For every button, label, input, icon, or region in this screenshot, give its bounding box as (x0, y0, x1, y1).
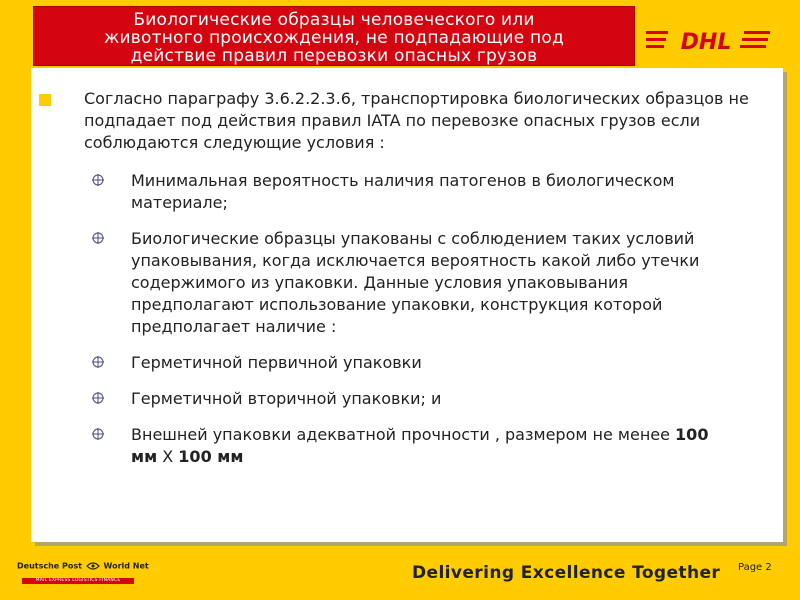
main-paragraph: Согласно параграфу 3.6.2.2.3.6, транспортировка биологических образцов не подпадает под действия правил IATA по перевозке опасных грузов если соблюдаются следующие условия : (84, 89, 749, 152)
page-number: Page 2 (738, 562, 772, 573)
deutsche-post-label: Deutsche Post (17, 561, 82, 571)
list-item (91, 228, 731, 338)
list-item (91, 170, 731, 214)
sub-item-text-start: Внешней упаковки адекватной прочности , размером не менее (131, 425, 676, 444)
title-line-1: Биологические образцы человеческого или (133, 10, 535, 30)
circle-cross-bullet-icon (91, 231, 105, 245)
circle-cross-bullet-icon (91, 391, 105, 405)
world-net-label: World Net (103, 561, 149, 571)
circle-cross-bullet-icon (91, 427, 105, 441)
footer-brand (17, 561, 149, 571)
post-horn-icon (85, 561, 101, 571)
list-item (91, 352, 731, 374)
sub-item-text (131, 425, 708, 466)
dhl-logo-text: DHL (680, 30, 732, 55)
circle-cross-bullet-icon (91, 173, 105, 187)
tagline: Delivering Excellence Together (412, 563, 721, 583)
list-item (91, 388, 731, 410)
dhl-logo (646, 25, 770, 55)
square-bullet-icon (39, 94, 51, 106)
sub-item-text: Минимальная вероятность наличия патогенов в биологическом материале; (131, 171, 675, 212)
sub-item-text: Биологические образцы упакованы с соблюдением таких условий упаковывания, когда исключается вероятность какой либо утечки содержимого из упаковки. Данные условия упаковывания предполагают использование упаковки, конструкция которой предполагает наличие : (131, 229, 700, 336)
list-item (91, 424, 731, 468)
slide-title (33, 6, 635, 66)
dimension-1: 100 мм (131, 425, 709, 466)
title-line-2: животного происхождения, не подпадающие под (104, 28, 564, 48)
dimension-separator: X (157, 447, 179, 466)
circle-cross-bullet-icon (91, 355, 105, 369)
footer-strip: MAIL EXPRESS LOGISTICS FINANCE (22, 578, 134, 584)
sub-item-text: Герметичной первичной упаковки (131, 353, 422, 372)
sub-item-text: Герметичной вторичной упаковки; и (131, 389, 442, 408)
dimension-2: 100 мм (178, 447, 244, 466)
sub-list (91, 170, 731, 468)
content-panel (31, 68, 783, 542)
title-line-3: действие правил перевозки опасных грузов (130, 46, 538, 66)
